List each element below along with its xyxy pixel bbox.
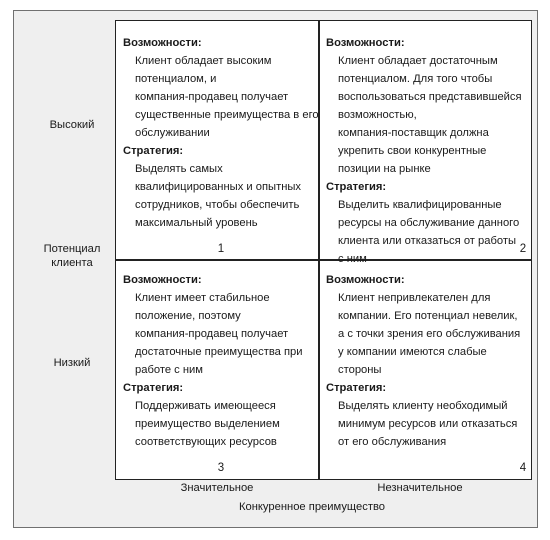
quadrant-2 <box>326 34 531 265</box>
strategy-text: Выделить квалифицированные ресурсы на обслуживание данного клиента или отказаться от работы с ним <box>338 199 520 265</box>
quadrant-4 <box>326 271 531 479</box>
quadrant-number: 1 <box>217 243 225 255</box>
opportunities-heading: Возможности: <box>326 274 405 286</box>
y-axis-title: Потенциал клиента <box>43 243 101 269</box>
x-axis-right-label: Незначительное <box>377 482 463 494</box>
opportunities-text: Клиент имеет стабильное положение, поэтому компания-продавец получает достаточные преимущества при работе с ним <box>135 292 303 376</box>
quadrant-3 <box>123 271 319 479</box>
quadrant-1 <box>123 34 319 260</box>
y-axis-high-label: Высокий <box>49 119 95 131</box>
opportunities-heading: Возможности: <box>123 274 202 286</box>
quadrant-number: 4 <box>519 462 527 474</box>
strategy-heading: Стратегия: <box>326 382 387 394</box>
opportunities-text: Клиент обладает высоким потенциалом, и компания-продавец получает существенные преимущества в его обслуживании <box>135 55 319 139</box>
y-axis-low-label: Низкий <box>53 357 91 369</box>
x-axis-title: Конкуренное преимущество <box>239 501 385 513</box>
opportunities-text: Клиент непривлекателен для компании. Его потенциал невелик, а с точки зрения его обслуживания у компании имеются слабые стороны <box>338 292 521 376</box>
matrix-grid <box>115 20 532 480</box>
x-axis-left-label: Значительное <box>180 482 254 494</box>
strategy-text: Выделять клиенту необходимый минимум ресурсов или отказаться от его обслуживания <box>338 400 518 448</box>
diagram-frame <box>13 10 538 528</box>
strategy-heading: Стратегия: <box>326 181 387 193</box>
strategy-text: Поддерживать имеющееся преимущество выделением соответствующих ресурсов <box>135 400 280 448</box>
opportunities-heading: Возможности: <box>123 37 202 49</box>
strategy-text: Выделять самых квалифицированных и опытных сотрудников, чтобы обеспечить максимальный уровень <box>135 163 302 229</box>
quadrant-number: 2 <box>519 243 527 255</box>
strategy-heading: Стратегия: <box>123 145 184 157</box>
opportunities-heading: Возможности: <box>326 37 405 49</box>
opportunities-text: Клиент обладает достаточным потенциалом. Для того чтобы воспользоваться представившейся возможностью, компания-поставщик должна укрепить свои конкурентные позиции на рынке <box>338 55 522 175</box>
strategy-heading: Стратегия: <box>123 382 184 394</box>
quadrant-number: 3 <box>217 462 225 474</box>
